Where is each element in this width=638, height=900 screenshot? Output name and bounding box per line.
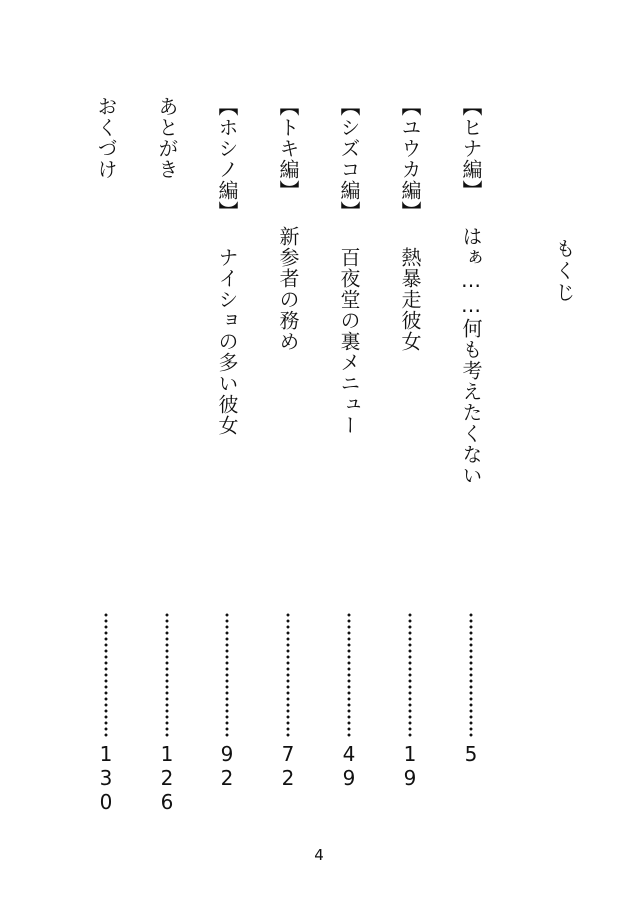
toc-entry-page-hoshino: 92	[215, 742, 239, 790]
toc-leader-dots	[347, 612, 351, 738]
toc-entry-page-shizuko: 49	[337, 742, 361, 790]
toc-entry-title-colophon: おくづけ	[94, 96, 118, 180]
toc-leader-dots	[165, 612, 169, 738]
toc-entry-page-afterword: 126	[155, 742, 179, 814]
toc-entry-title-yuuka: 【ユウカ編】 熱暴走彼女	[398, 96, 422, 352]
toc-leader-dots	[104, 612, 108, 738]
toc-entry-page-colophon: 130	[94, 742, 118, 814]
toc-leader-dots	[469, 612, 473, 738]
toc-entry-title-hina: 【ヒナ編】 はぁ……何も考えたくない	[459, 96, 483, 486]
toc-entry-title-hoshino: 【ホシノ編】 ナイショの多い彼女	[215, 96, 239, 436]
toc-entry-title-shizuko: 【シズコ編】 百夜堂の裏メニュー	[337, 96, 361, 436]
toc-title: もくじ	[552, 238, 576, 304]
toc-entry-page-hina: 5	[459, 742, 483, 766]
toc-entry-page-yuuka: 19	[398, 742, 422, 790]
toc-leader-dots	[225, 612, 229, 738]
toc-entry-title-afterword: あとがき	[155, 96, 179, 180]
page-number: 4	[314, 846, 324, 864]
toc-entry-page-toki: 72	[276, 742, 300, 790]
toc-leader-dots	[408, 612, 412, 738]
toc-entry-title-toki: 【トキ編】 新参者の務め	[276, 96, 300, 352]
toc-leader-dots	[286, 612, 290, 738]
